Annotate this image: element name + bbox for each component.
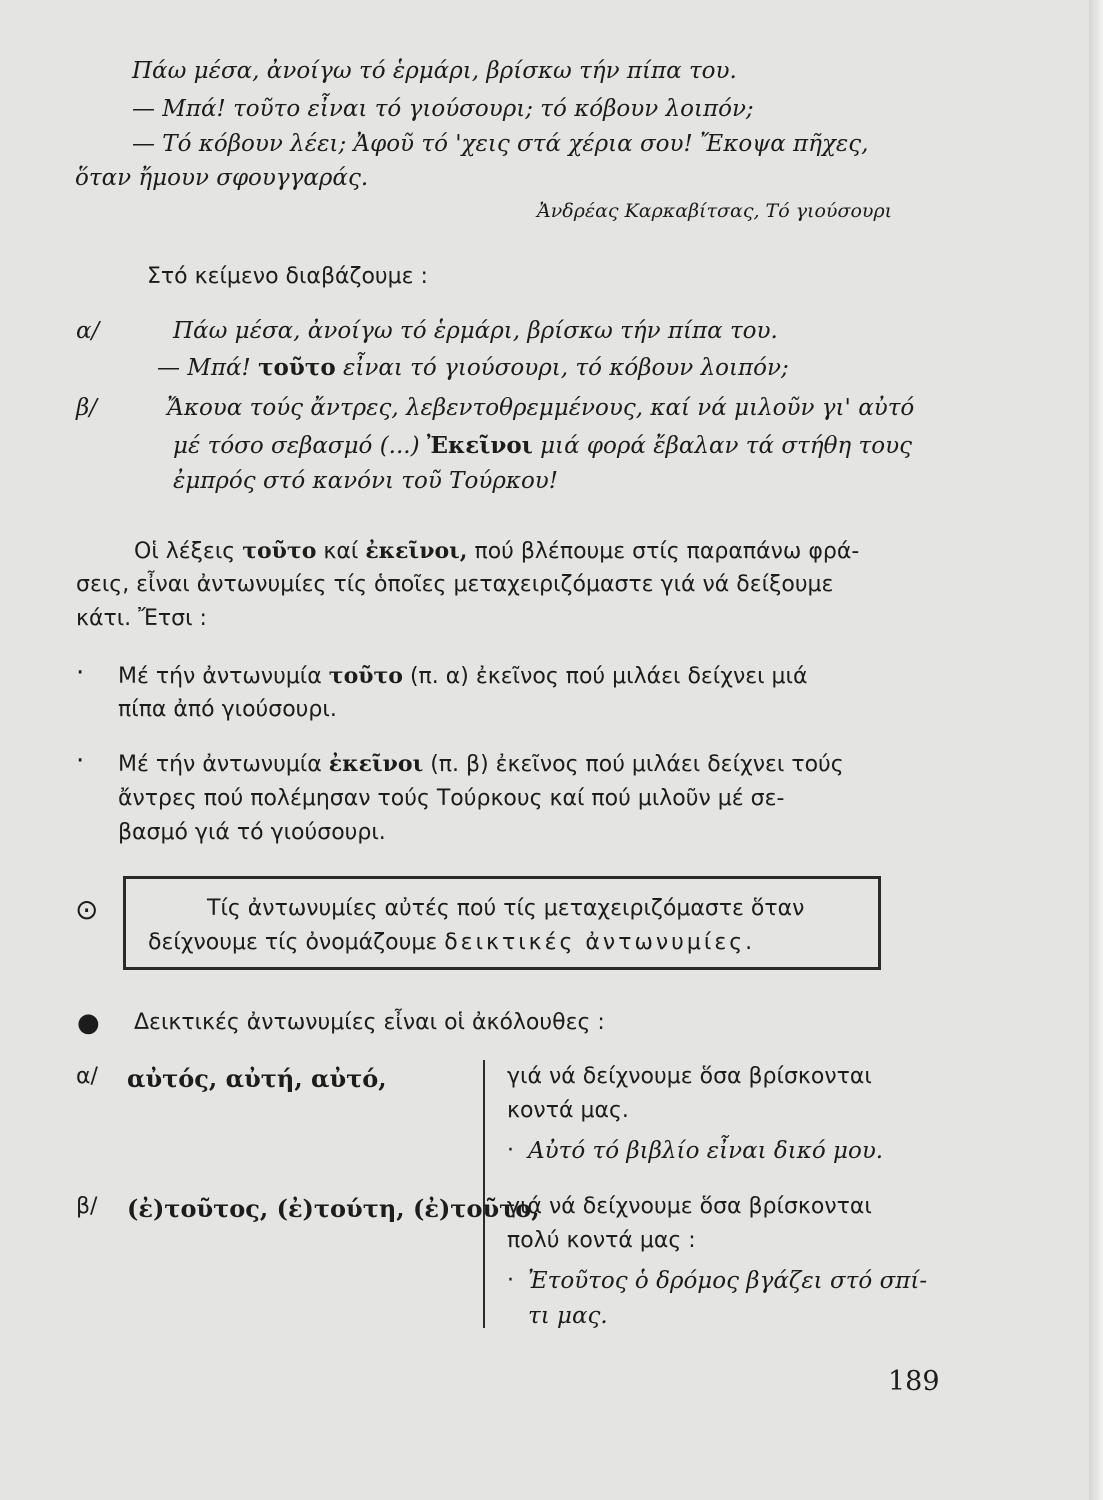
list-a-label: α/ [76,1064,98,1089]
bullet-2-line-3: βασμό γιά τό γιούσουρι. [118,820,386,845]
bullet-dot: · [507,1138,514,1163]
explanation-line-1 [134,538,859,564]
rule-box-line-2-pre: δείχνουμε τίς ὀνομάζουμε [148,930,445,955]
page-number: 189 [888,1366,940,1397]
example-a-bold-word: τοῦτο [258,354,336,381]
list-b-example-1: Ἐτοῦτος ὁ δρόμος βγάζει στό σπί- [528,1268,928,1294]
rule-box-term: δεικτικές ἀντωνυμίες. [444,930,756,955]
list-b-example-2: τι μας. [528,1303,608,1329]
page-edge [1089,0,1103,1500]
bullet-1-line-1 [118,663,808,689]
list-b-forms: (ἐ)τοῦτος, (ἐ)τούτη, (ἐ)τοῦτο, [127,1194,540,1223]
bullet-2-line-2: ἄντρες πού πολέμησαν τούς Τούρκους καί πού μιλοῦν μέ σε- [118,786,785,811]
list-b-desc-2: πολύ κοντά μας : [507,1228,696,1253]
list-a-desc-2: κοντά μας. [507,1098,629,1123]
bullet-1-bold: τοῦτο [328,663,403,689]
bullet-1-pre: Μέ τήν ἀντωνυμία [118,664,329,689]
rule-box-line-2 [148,930,755,955]
list-a-example: Αὐτό τό βιβλίο εἶναι δικό μου. [528,1138,884,1164]
quote-line-3: — Τό κόβουν λέει; Ἀφοῦ τό 'χεις στά χέρια σου! Ἔκοψα πῆχες, [132,131,869,157]
bullet-2-line-1 [118,751,844,777]
example-a-line-1: Πάω μέσα, ἀνοίγω τό ἑρμάρι, βρίσκω τήν πίπα του. [173,318,778,344]
list-b-desc-1: γιά νά δείχνουμε ὅσα βρίσκονται [507,1194,872,1219]
example-b-line-2-pre: μέ τόσο σεβασμό (...) [173,433,427,459]
bullet-2-bold: ἐκεῖνοι [328,751,424,777]
example-b-bold-word: Ἐκεῖνοι [426,432,533,459]
quote-attribution: Ἀνδρέας Καρκαβίτσας, Τό γιούσουρι [537,200,893,222]
example-a-label: α/ [76,318,100,344]
quote-line-2: — Μπά! τοῦτο εἶναι τό γιούσουρι; τό κόβουν λοιπόν; [132,96,754,122]
bullet-2-pre: Μέ τήν ἀντωνυμία [118,752,329,777]
example-b-line-3: ἐμπρός στό κανόνι τοῦ Τούρκου! [173,468,559,494]
explanation-bold-2: ἐκεῖνοι, [365,538,468,564]
bullet-1-post: (π. α) ἐκεῖνος πού μιλάει δείχνει μιά [402,664,808,689]
example-a-line-2-pre: — Μπά! [157,355,259,381]
bullet-2-post: (π. β) ἐκεῖνος πού μιλάει δείχνει τούς [423,752,844,777]
example-a-line-2 [157,354,789,381]
reading-intro: Στό κείμενο διαβάζουμε : [147,264,428,289]
list-b-label: β/ [76,1194,98,1219]
explanation-line-3: κάτι. Ἔτσι : [76,606,207,631]
bullet-dot: · [507,1268,514,1293]
quote-line-1: Πάω μέσα, ἀνοίγω τό ἑρμάρι, βρίσκω τήν πίπα του. [132,58,737,84]
explanation-line-1-pre: Οἱ λέξεις [134,539,243,564]
explanation-line-2: σεις, εἶναι ἀντωνυμίες τίς ὁποῖες μεταχειριζόμαστε γιά νά δείξουμε [76,572,834,597]
rule-box-line-1: Τίς ἀντωνυμίες αὐτές πού τίς μεταχειριζόμαστε ὅταν [207,896,805,921]
list-intro: Δεικτικές ἀντωνυμίες εἶναι οἱ ἀκόλουθες : [134,1010,605,1035]
bullet-dot: · [76,658,85,688]
example-b-line-1: Ἄκουα τούς ἄντρες, λεβεντοθρεμμένους, καί νά μιλοῦν γι' αὐτό [167,395,915,421]
bullet-1-line-2: πίπα ἀπό γιούσουρι. [118,697,337,722]
explanation-line-1-mid: καί [316,539,366,564]
list-a-forms: αὐτός, αὐτή, αὐτό, [127,1064,387,1093]
explanation-line-1-post: πού βλέπουμε στίς παραπάνω φρά- [467,539,860,564]
theta-symbol-icon: ⊙ [75,893,99,926]
example-a-line-2-post: εἶναι τό γιούσουρι, τό κόβουν λοιπόν; [335,355,789,381]
example-b-line-2-post: μιά φορά ἔβαλαν τά στήθη τους [532,433,912,459]
list-a-desc-1: γιά νά δείχνουμε ὅσα βρίσκονται [507,1064,872,1089]
example-b-line-2 [173,432,912,459]
filled-bullet-icon: ● [77,1008,100,1038]
explanation-bold-1: τοῦτο [242,538,317,564]
quote-line-4: ὅταν ἤμουν σφουγγαράς. [75,165,369,191]
example-b-label: β/ [76,395,98,421]
bullet-dot: · [76,746,85,776]
rule-box [123,876,881,970]
